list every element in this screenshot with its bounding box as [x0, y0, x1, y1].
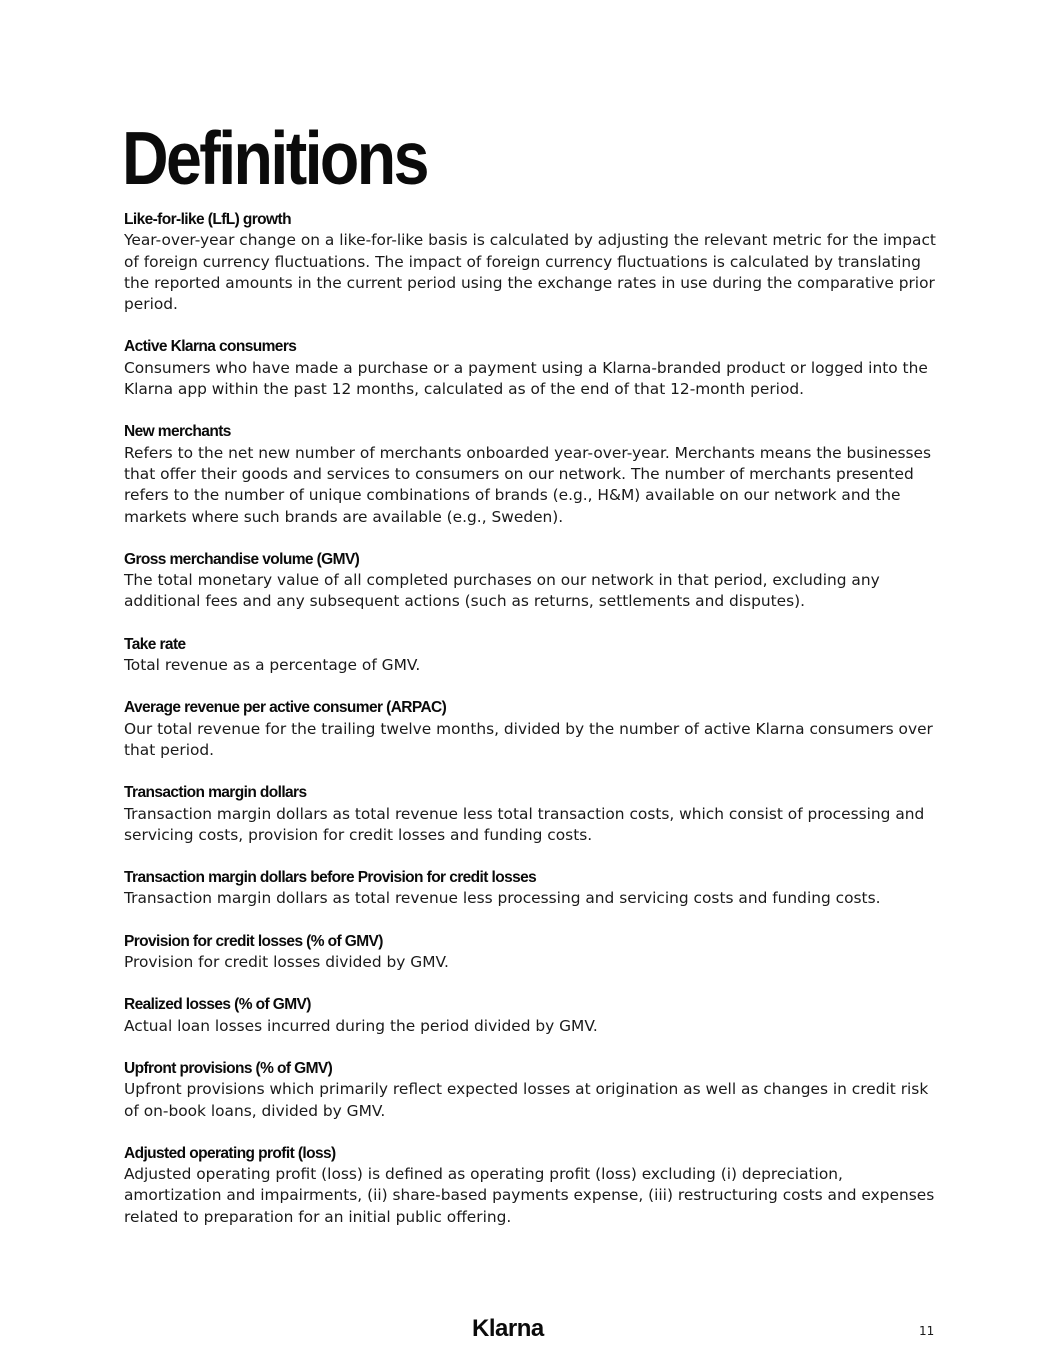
- definition-description: Upfront provisions which primarily reflect expected losses at origination as well as changes in credit risk of on-book loans, divided by GMV.: [124, 1080, 929, 1120]
- definition-term: Upfront provisions (% of GMV): [124, 1059, 333, 1077]
- definition-item: [124, 209, 936, 315]
- definition-description: Year-over-year change on a like-for-like basis is calculated by adjusting the relevant metric for the impact of foreign currency fluctuations. The impact of foreign currency fluctuations is calculated by translating the reported amounts in the current period using the exchange rates in use during the comparative prior period.: [124, 231, 936, 314]
- definition-item: [124, 994, 936, 1037]
- definitions-list: [124, 209, 936, 1249]
- definition-item: [124, 867, 936, 910]
- definition-description: Adjusted operating profit (loss) is defined as operating profit (loss) excluding (i) depreciation, amortization and impairments, (ii) share-based payments expense, (iii) restructuring costs and expenses related to preparation for an initial public offering.: [124, 1165, 935, 1226]
- definition-item: [124, 1058, 936, 1122]
- definition-item: [124, 697, 936, 761]
- definition-description: Actual loan losses incurred during the period divided by GMV.: [124, 1016, 598, 1035]
- definition-term: Provision for credit losses (% of GMV): [124, 932, 383, 950]
- definition-item: [124, 931, 936, 974]
- definition-description: Transaction margin dollars as total revenue less processing and servicing costs and funding costs.: [124, 889, 881, 908]
- definition-term: Active Klarna consumers: [124, 338, 297, 356]
- definition-item: [124, 634, 936, 677]
- definition-description: Total revenue as a percentage of GMV.: [124, 656, 421, 675]
- definition-description: Refers to the net new number of merchants onboarded year-over-year. Merchants means the businesses that offer their goods and services to consumers on our network. The number of merchants presented refers to the number of unique combinations of brands (e.g., H&M) available on our network and the markets where such brands are available (e.g., Sweden).: [124, 443, 932, 526]
- page-title: Definitions: [122, 116, 427, 200]
- definition-description: Consumers who have made a purchase or a payment using a Klarna-branded product or logged into the Klarna app within the past 12 months, calculated as of the end of that 12-month period.: [124, 358, 928, 399]
- definition-term: Transaction margin dollars: [124, 784, 307, 802]
- klarna-logo: Klarna: [472, 1315, 544, 1342]
- definition-item: [124, 336, 936, 400]
- definition-item: [124, 549, 936, 613]
- definition-description: Transaction margin dollars as total revenue less total transaction costs, which consist of processing and servicing costs, provision for credit losses and funding costs.: [124, 804, 925, 844]
- definition-term: Adjusted operating profit (loss): [124, 1144, 336, 1162]
- definition-item: [124, 421, 936, 527]
- definition-item: [124, 782, 936, 846]
- definition-term: Take rate: [124, 635, 186, 653]
- definition-term: Gross merchandise volume (GMV): [124, 550, 360, 568]
- definition-term: Average revenue per active consumer (ARPAC): [124, 699, 447, 717]
- page-number: 11: [919, 1324, 935, 1338]
- definition-description: Provision for credit losses divided by GMV.: [124, 953, 449, 972]
- definition-term: Like-for-like (LfL) growth: [124, 211, 291, 228]
- definition-term: Realized losses (% of GMV): [124, 996, 311, 1014]
- definition-description: The total monetary value of all completed purchases on our network in that period, excluding any additional fees and any subsequent actions (such as returns, settlements and disputes).: [124, 571, 880, 611]
- definition-description: Our total revenue for the trailing twelve months, divided by the number of active Klarna consumers over that period.: [124, 719, 933, 759]
- definition-term: New merchants: [124, 423, 231, 441]
- definition-term: Transaction margin dollars before Provision for credit losses: [124, 869, 537, 887]
- definition-item: [124, 1143, 936, 1228]
